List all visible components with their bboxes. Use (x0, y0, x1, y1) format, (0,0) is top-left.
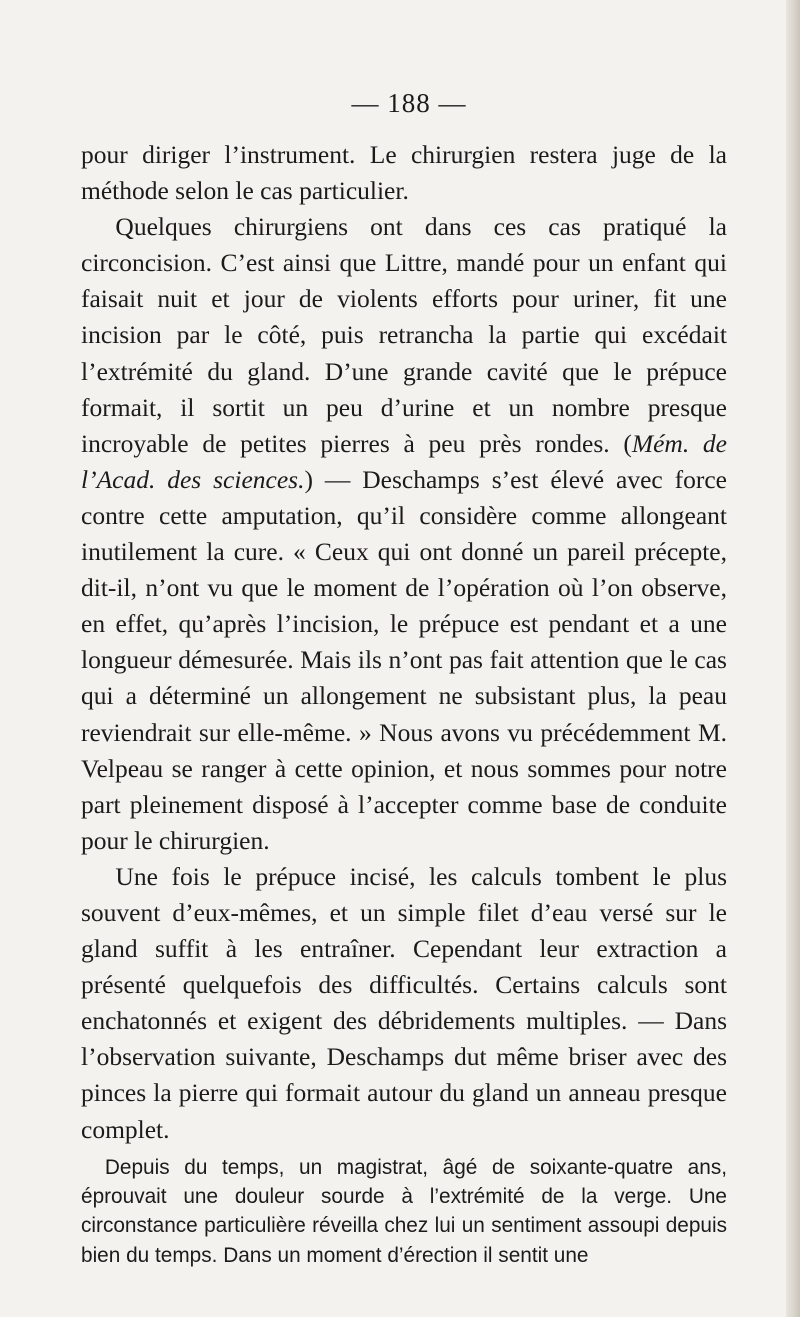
observation-paragraph: Depuis du temps, un magistrat, âgé de soixante-quatre ans, éprouvait une douleur sourde à l’extrémité de la verge. Une circonstance particulière réveilla chez lui un sentiment assoupi depuis bien du temps. Dans un moment d’érection il sentit une (81, 1156, 727, 1267)
page-number: — 188 — (351, 88, 467, 118)
citation: Mém. de l’Acad. des sciences. (81, 428, 727, 494)
observation-block (81, 1153, 727, 1270)
paragraph-2-part-b: ) — Deschamps s’est élevé avec force contre cette amputation, qu’il considère comme allongeant inutilement la cure. « Ceux qui ont donné un pareil précepte, dit-il, n’ont vu que le moment de l’opération où l’on observe, en effet, qu’après l’incision, le prépuce est pendant et a une longueur démesurée. Mais ils n’ont pas fait attention que le cas qui a déterminé un allongement ne subsistant plus, la peau reviendrait sur elle-même. » Nous avons vu précédemment M. Velpeau se ranger à cette opinion, et nous sommes pour notre part pleinement disposé à l’accepter comme base de conduite pour le chirurgien. (81, 464, 727, 855)
main-text-block (81, 137, 727, 1148)
paragraph-1: pour diriger l’instrument. Le chirurgien restera juge de la méthode selon le cas particulier. (81, 140, 727, 206)
paragraph-2 (81, 209, 727, 859)
paragraph-2-part-a: Quelques chirurgiens ont dans ces cas pratiqué la circoncision. C’est ainsi que Littre, mandé pour un enfant qui faisait nuit et jour de violents efforts pour uriner, fit une incision par le côté, puis retrancha la partie qui excédait l’extrémité du gland. D’une grande cavité que le prépuce formait, il sortit un peu d’urine et un nombre presque incroyable de petites pierres à peu près rondes. ( (81, 212, 727, 458)
paragraph-3: Une fois le prépuce incisé, les calculs tombent le plus souvent d’eux-mêmes, et un simple filet d’eau versé sur le gland suffit à les entraîner. Cependant leur extraction a présenté quelquefois des difficultés. Certains calculs sont enchatonnés et exigent des débridements multiples. — Dans l’observation suivante, Deschamps dut même briser avec des pinces la pierre qui formait autour du gland un anneau presque complet. (81, 861, 727, 1144)
page-edge-shadow (786, 0, 800, 1317)
